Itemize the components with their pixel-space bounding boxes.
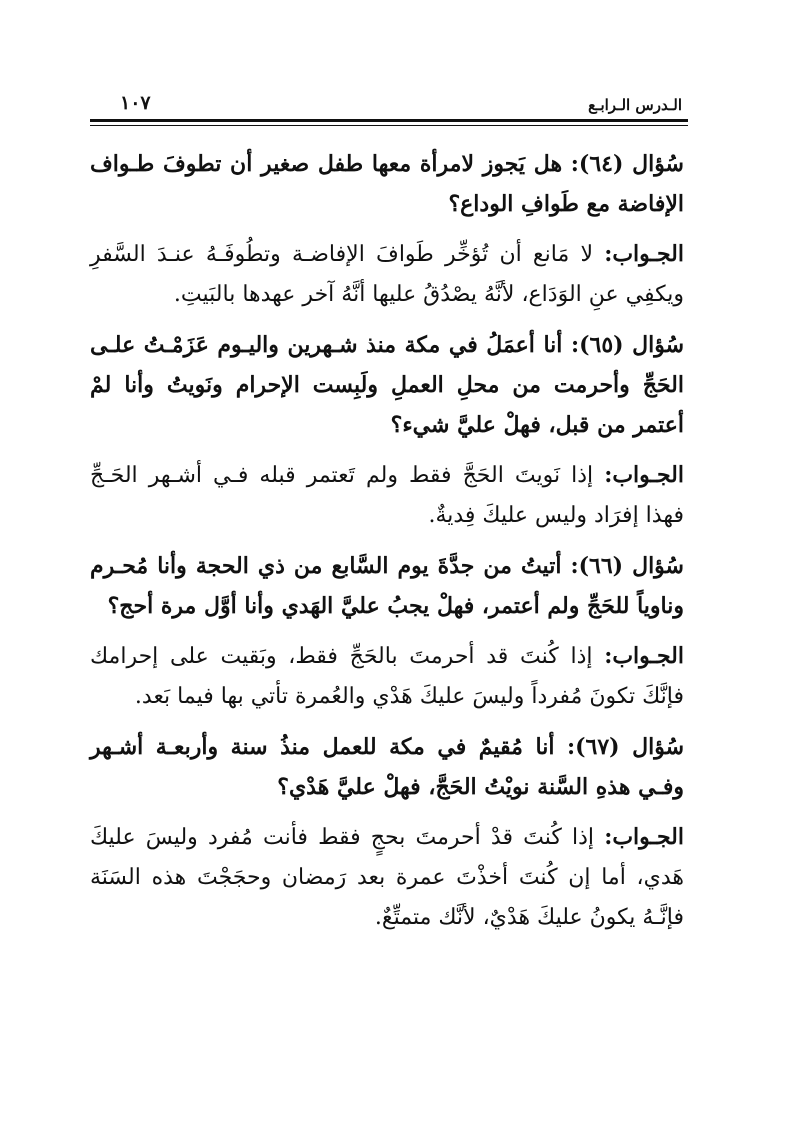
question-64 — [90, 144, 684, 224]
header-rule-thick — [90, 119, 688, 122]
answer-65 — [90, 455, 684, 536]
book-page — [90, 80, 688, 1080]
question-label: سُؤال (٦٥): — [570, 332, 685, 358]
header-rule-thin — [90, 125, 688, 126]
answer-text: إذا نَويتَ الحَجَّ فقط ولم تَعتمر قبله فـي أشـهر الحَـجِّ فهذا إفرَاد وليس عليكَ فِديةٌ. — [90, 463, 684, 528]
page-header — [90, 80, 688, 116]
question-65 — [90, 325, 684, 445]
chapter-title: الـدرس الـرابـع — [588, 96, 682, 114]
question-text: هل يَجوز لامرأة معها طفل صغير أن تطوفَ طـواف الإفاضة مع طَوافِ الوداع؟ — [90, 151, 684, 217]
question-label: سُؤال (٦٧): — [566, 734, 684, 760]
question-text: أتيتُ من جدَّةَ يوم السَّابع من ذي الحجة وأنا مُحـرم وناوياً للحَجِّ ولم أعتمر، فهلْ يجبُ عليَّ الهَدي وأنا أوَّل مرة أحج؟ — [90, 553, 684, 619]
page-content — [90, 140, 688, 948]
question-67 — [90, 727, 684, 807]
answer-text: إذا كُنتَ قدْ أحرمتَ بحجٍ فقط فأنت مُفرد وليسَ عليكَ هَدي، أما إن كُنتَ أخذْتَ عمرة بعد رَمضان وحجَجْتَ هذه السَنَة فإنَّـهُ يكونُ عليكَ هَدْيٌ، لأنَّك متمتِّعٌ. — [90, 825, 684, 930]
question-66 — [90, 546, 684, 626]
answer-67 — [90, 817, 684, 938]
question-text: أنا أعمَلُ في مكة منذ شـهرين واليـوم عَزَمْـتُ علـى الحَجِّ وأحرمت من محلِ العملِ ولَبِست الإحرام ونَويتُ وأنا لمْ أعتمر من قبل، فهلْ عليَّ شيء؟ — [90, 332, 684, 438]
question-text: أنا مُقيمٌ في مكة للعمل منذُ سنة وأربعـة أشـهر وفـي هذهِ السَّنة نويْتُ الحَجَّ، فهلْ عليَّ هَدْي؟ — [90, 734, 684, 800]
answer-label: الجـواب: — [604, 462, 684, 488]
question-label: سُؤال (٦٦): — [570, 553, 684, 579]
answer-text: لا مَانع أن تُؤخِّر طَوافَ الإفاضـة وتطُوفَـهُ عنـدَ السَّفرِ ويكفِي عنِ الوَدَاع، لأنَّهُ يصْدُقُ عليها أنَّهُ آخر عهدها بالبَيتِ. — [90, 242, 684, 307]
answer-64 — [90, 234, 684, 315]
page-number: ١٠٧ — [120, 92, 151, 114]
answer-label: الجـواب: — [604, 241, 684, 267]
answer-label: الجـواب: — [604, 643, 684, 669]
answer-label: الجـواب: — [604, 824, 684, 850]
answer-66 — [90, 636, 684, 717]
answer-text: إذا كُنتَ قد أحرمتَ بالحَجِّ فقط، وبَقيت على إحرامك فإنَّكَ تكونَ مُفرداً وليسَ عليكَ هَدْي والعُمرة تأتي بها فيما بَعد. — [90, 644, 684, 709]
question-label: سُؤال (٦٤): — [570, 151, 684, 177]
